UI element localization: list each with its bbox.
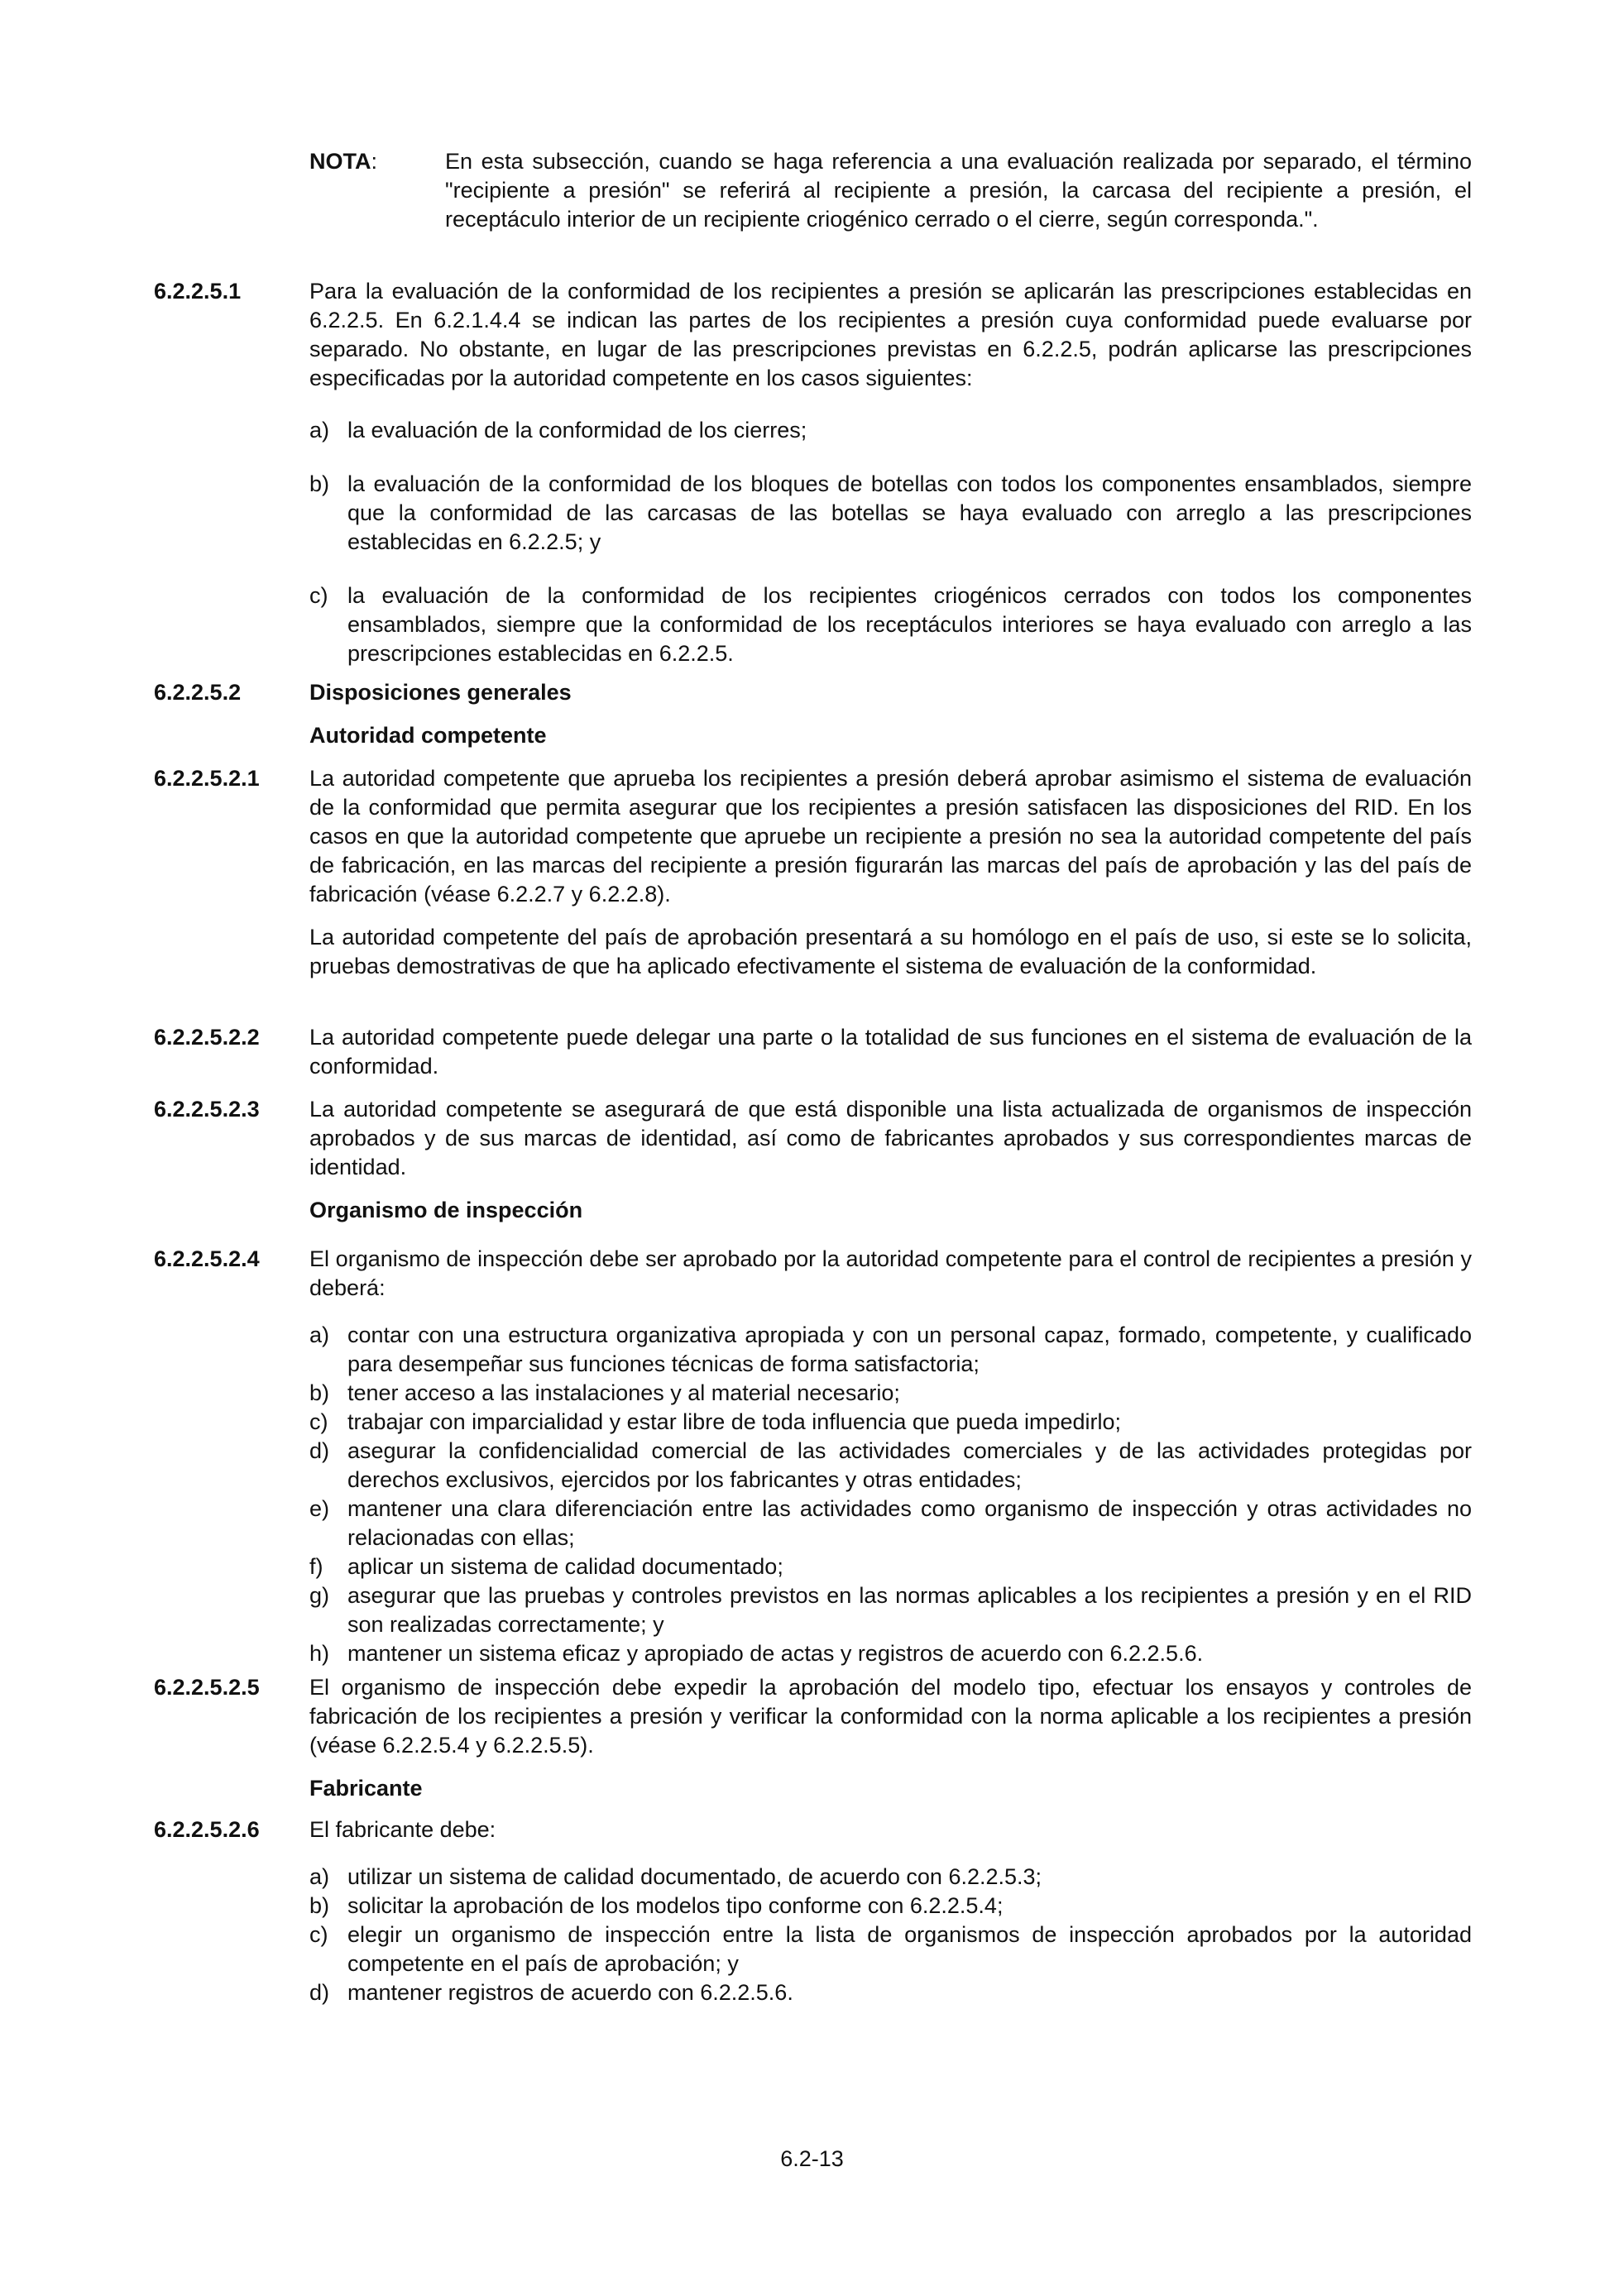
list-item	[309, 1639, 1472, 1668]
list-marker: c)	[309, 1922, 328, 1947]
list-item	[309, 1408, 1472, 1437]
paragraph: El organismo de inspección debe ser aprobado por la autoridad competente para el control de recipientes a presión y deberá:	[309, 1246, 1472, 1300]
paragraph: El organismo de inspección debe expedir la aprobación del modelo tipo, efectuar los ensayos y controles de fabricación de los recipientes a presión y verificar la conformidad con la norma aplicable a los recipientes a presión (véase 6.2.2.5.4 y 6.2.2.5.5).	[309, 1675, 1472, 1758]
section-6-2-2-5-2-2	[154, 1023, 1472, 1081]
list-marker: a)	[309, 1323, 330, 1347]
inspection-body-requirements-list	[309, 1321, 1472, 1668]
list-item	[309, 1552, 1472, 1581]
list-item-text: mantener una clara diferenciación entre las actividades como organismo de inspección y otras actividades no relacionadas con ellas;	[347, 1496, 1472, 1550]
conformity-cases-list	[309, 416, 1472, 668]
list-item-text: asegurar la confidencialidad comercial de las actividades comerciales y de las actividades protegidas por derechos exclusivos, ejercidos por los fabricantes y otras entidades;	[347, 1438, 1472, 1492]
list-marker: e)	[309, 1496, 330, 1521]
section-6-2-2-5-2-1	[154, 764, 1472, 981]
manufacturer-duties-list	[309, 1863, 1472, 2007]
section-number: 6.2.2.5.2.4	[154, 1246, 260, 1271]
section-6-2-2-5-2-3	[154, 1095, 1472, 1225]
list-item	[309, 581, 1472, 668]
list-marker: a)	[309, 1864, 330, 1889]
list-item-text: aplicar un sistema de calidad documentado;	[347, 1554, 783, 1579]
list-item	[309, 1379, 1472, 1408]
list-item-text: solicitar la aprobación de los modelos tipo conforme con 6.2.2.5.4;	[347, 1893, 1004, 1918]
list-item-text: trabajar con imparcialidad y estar libre de toda influencia que pueda impedirlo;	[347, 1409, 1122, 1434]
section-number: 6.2.2.5.1	[154, 279, 242, 304]
list-item-text: tener acceso a las instalaciones y al material necesario;	[347, 1380, 900, 1405]
section-number: 6.2.2.5.2.3	[154, 1097, 260, 1122]
list-marker: h)	[309, 1641, 330, 1666]
paragraph: La autoridad competente puede delegar una parte o la totalidad de sus funciones en el sistema de evaluación de la conformidad.	[309, 1025, 1472, 1079]
list-item	[309, 1892, 1472, 1921]
paragraph: La autoridad competente que aprueba los recipientes a presión deberá aprobar asimismo el sistema de evaluación de la conformidad que permita asegurar que los recipientes a presión satisfacen las disposiciones del RID. En los casos en que la autoridad competente que apruebe un recipiente a presión no sea la autoridad competente del país de fabricación, en las marcas del recipiente a presión figurarán las marcas del país de aprobación y las del país de fabricación (véase 6.2.2.7 y 6.2.2.8).	[309, 766, 1472, 906]
list-item	[309, 470, 1472, 557]
paragraph: El fabricante debe:	[309, 1817, 496, 1842]
list-item-text: la evaluación de la conformidad de los recipientes criogénicos cerrados con todos los componentes ensamblados, siempre que la conformidad de los receptáculos interiores se haya evaluado con arreglo a las prescripciones establecidas en 6.2.2.5.	[347, 583, 1472, 666]
subheading: Fabricante	[309, 1776, 423, 1801]
list-marker: a)	[309, 418, 330, 442]
list-item-text: elegir un organismo de inspección entre la lista de organismos de inspección aprobados por la autoridad competente en el país de aprobación; y	[347, 1922, 1472, 1976]
list-item	[309, 416, 1472, 445]
list-item-text: la evaluación de la conformidad de los bloques de botellas con todos los componentes ensamblados, siempre que la conformidad de las carcasas de las botellas se haya evaluado con arreglo a las prescripciones establecidas en 6.2.2.5; y	[347, 471, 1472, 554]
list-marker: b)	[309, 471, 330, 496]
list-item-text: asegurar que las pruebas y controles previstos en las normas aplicables a los recipientes a presión y en el RID son realizadas correctamente; y	[347, 1583, 1472, 1637]
section-number: 6.2.2.5.2	[154, 680, 242, 705]
page-number: 6.2-13	[780, 2146, 844, 2171]
section-number: 6.2.2.5.2.2	[154, 1025, 260, 1050]
section-number: 6.2.2.5.2.5	[154, 1675, 260, 1700]
list-item	[309, 1581, 1472, 1639]
subheading: Autoridad competente	[309, 723, 547, 748]
section-number: 6.2.2.5.2.6	[154, 1817, 260, 1842]
note-label: NOTA:	[309, 149, 378, 174]
paragraph: Para la evaluación de la conformidad de los recipientes a presión se aplicarán las prescripciones establecidas en 6.2.2.5. En 6.2.1.4.4 se indican las partes de los recipientes a presión cuya conformidad puede evaluarse por separado. No obstante, en lugar de las prescripciones previstas en 6.2.2.5, podrán aplicarse las prescripciones especificadas por la autoridad competente en los casos siguientes:	[309, 279, 1472, 390]
list-item-text: la evaluación de la conformidad de los cierres;	[347, 418, 807, 442]
list-marker: d)	[309, 1438, 330, 1463]
list-marker: b)	[309, 1380, 330, 1405]
list-marker: f)	[309, 1554, 323, 1579]
list-item-text: mantener un sistema eficaz y apropiado de actas y registros de acuerdo con 6.2.2.5.6.	[347, 1641, 1204, 1666]
list-marker: b)	[309, 1893, 330, 1918]
list-item-text: utilizar un sistema de calidad documentado, de acuerdo con 6.2.2.5.3;	[347, 1864, 1042, 1889]
note-block	[309, 147, 1472, 234]
section-6-2-2-5-2-6	[154, 1815, 1472, 2007]
section-6-2-2-5-1	[154, 277, 1472, 668]
section-6-2-2-5-2-4	[154, 1245, 1472, 1668]
list-marker: c)	[309, 583, 328, 608]
list-item	[309, 1921, 1472, 1978]
list-marker: g)	[309, 1583, 330, 1608]
list-marker: d)	[309, 1980, 330, 2005]
list-item	[309, 1978, 1472, 2007]
list-item	[309, 1495, 1472, 1552]
paragraph: La autoridad competente se asegurará de que está disponible una lista actualizada de organismos de inspección aprobados y de sus marcas de identidad, así como de fabricantes aprobados y sus correspondientes marcas de identidad.	[309, 1097, 1472, 1179]
subheading: Organismo de inspección	[309, 1198, 583, 1222]
section-6-2-2-5-2-5	[154, 1673, 1472, 1803]
list-item-text: contar con una estructura organizativa apropiada y con un personal capaz, formado, competente, y cualificado para desempeñar sus funciones técnicas de forma satisfactoria;	[347, 1323, 1472, 1376]
note-text: En esta subsección, cuando se haga referencia a una evaluación realizada por separado, el término "recipiente a presión" se referirá al recipiente a presión, la carcasa del recipiente a presión, el receptáculo interior de un recipiente criogénico cerrado o el cierre, según corresponda.".	[445, 149, 1472, 232]
list-item	[309, 1863, 1472, 1892]
list-item	[309, 1437, 1472, 1495]
list-marker: c)	[309, 1409, 328, 1434]
list-item-text: mantener registros de acuerdo con 6.2.2.5.6.	[347, 1980, 793, 2005]
section-6-2-2-5-2	[154, 678, 1472, 750]
section-title: Disposiciones generales	[309, 680, 572, 705]
list-item	[309, 1321, 1472, 1379]
section-number: 6.2.2.5.2.1	[154, 766, 260, 791]
paragraph: La autoridad competente del país de aprobación presentará a su homólogo en el país de uso, si este se lo solicita, pruebas demostrativas de que ha aplicado efectivamente el sistema de evaluación de la conformidad.	[309, 925, 1472, 978]
